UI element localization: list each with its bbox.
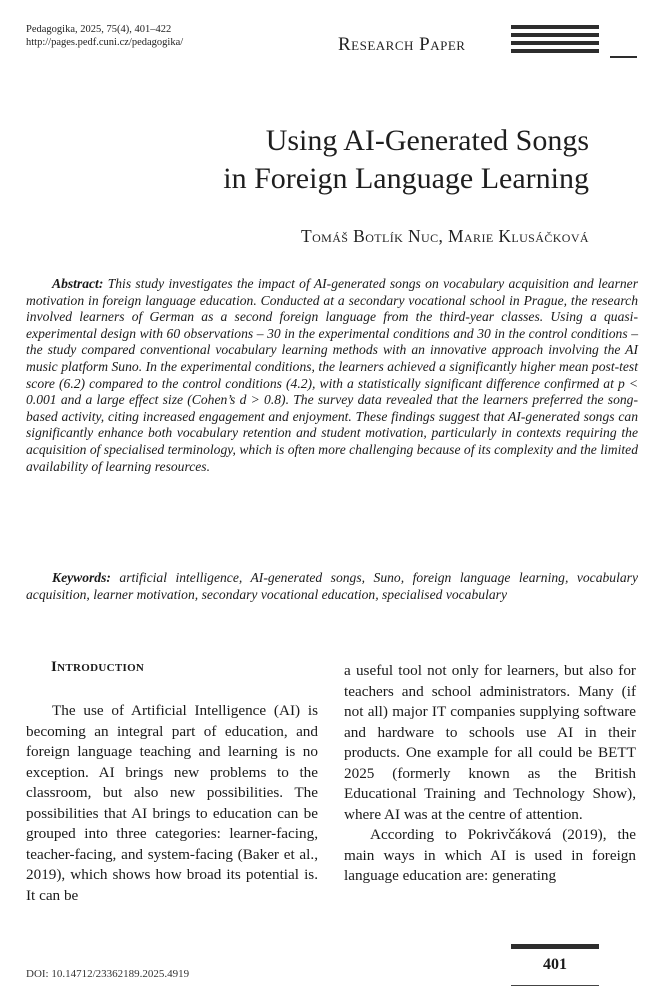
abstract [26, 276, 638, 475]
footer-rule [511, 985, 599, 986]
journal-header-info [26, 23, 183, 49]
keywords-label: Keywords: [52, 570, 111, 585]
body-column-left [26, 701, 318, 906]
title-line-1: Using AI-Generated Songs [265, 124, 589, 157]
footer-bar [511, 944, 599, 949]
section-heading-introduction: Introduction [51, 659, 145, 675]
body-paragraph: The use of Artificial Intelligence (AI) is becoming an integral part of education, and foreign language teaching and learning is no exception. AI brings new problems to the classroom, but also new possibilities. The possibilities that AI brings to education can be grouped into three categories: learner-facing, teacher-facing, and system-facing (Baker et al., 2019), which shows how broad its potential is. It can be [26, 702, 318, 904]
header-bar [511, 49, 599, 53]
keywords [26, 570, 638, 603]
title-line-2: in Foreign Language Learning [223, 162, 589, 195]
article-authors: Tomáš Botlík Nuc, Marie Klusáčková [300, 226, 589, 246]
body-paragraph: According to Pokrivčáková (2019), the main ways in which AI is used in foreign language education are: generating [344, 826, 636, 884]
journal-url[interactable]: http://pages.pedf.cuni.cz/pedagogika/ [26, 37, 184, 48]
header-bar [511, 25, 599, 29]
header-decoration-bars [511, 25, 599, 57]
header-bar [511, 41, 599, 45]
journal-citation: Pedagogika, 2025, 75(4), 401–422 [26, 24, 172, 35]
body-column-right [344, 661, 636, 887]
keywords-text: artificial intelligence, AI-generated songs, Suno, foreign language learning, vocabulary acquisition, learner motivation, secondary vocational education, specialised vocabulary [26, 570, 638, 602]
page-number: 401 [543, 956, 567, 973]
section-label: Research Paper [338, 34, 466, 55]
header-rule [610, 56, 637, 58]
body-paragraph: a useful tool not only for learners, but also for teachers and school administrators. Many (if not all) major IT companies supplying software and hardware to schools use AI in their products. One example for all could be BETT 2025 (formerly known as the British Educational Training and Technology Show), where AI was at the centre of attention. [344, 662, 636, 823]
header-bar [511, 33, 599, 37]
article-title [223, 122, 589, 198]
doi: DOI: 10.14712/23362189.2025.4919 [26, 968, 190, 980]
abstract-label: Abstract: [52, 276, 104, 291]
abstract-text: This study investigates the impact of AI-generated songs on vocabulary acquisition and learner motivation in foreign language education. Conducted at a secondary vocational school in Prague, the research involved learners of German as a second foreign language from the third-year classes. Using a quasi-experimental design with 60 observations – 30 in the experimental conditions and 30 in the control conditions – the study compared conventional vocabulary learning methods with an innovative approach involving the AI music platform Suno. In the experimental conditions, the learners achieved a significantly higher mean post-test score (6.2) compared to the control conditions (4.2), with a statistically significant difference confirmed at p < 0.001 and a large effect size (Cohen’s d > 0.8). The survey data revealed that the learners preferred the song-based activity, citing increased engagement and enjoyment. These findings suggest that AI-generated songs can significantly enhance both vocabulary retention and student motivation, particularly in contexts requiring the acquisition of specialised terminology, which is often more challenging because of its complexity and the limited availability of learning resources. [26, 276, 638, 474]
